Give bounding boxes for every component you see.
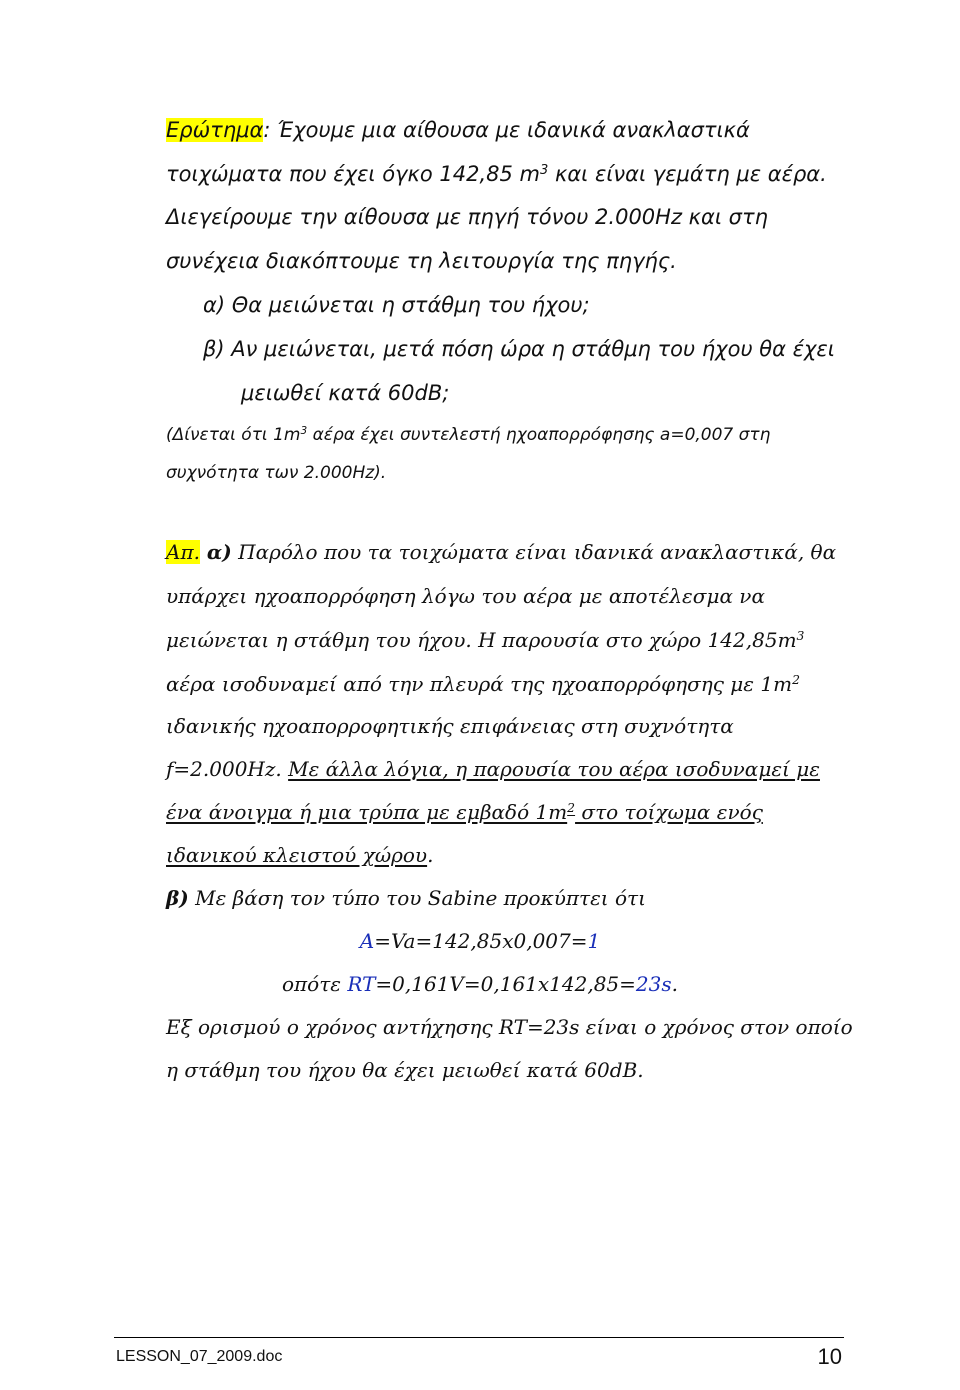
- answer-final-line-2: η στάθμη του ήχου θα έχει μειωθεί κατά 60dB.: [166, 1058, 644, 1082]
- answer-line-8: ιδανικού κλειστού χώρου.: [166, 843, 434, 867]
- formula-reverberation: οπότε RT=0,161V=0,161x142,85=23s.: [281, 972, 678, 996]
- answer-line-1: Απ. α) Παρόλο που τα τοιχώματα είναι ιδανικά ανακλαστικά, θα: [166, 540, 837, 564]
- question-line-1: Ερώτημα: Έχουμε μια αίθουσα με ιδανικά ανακλαστικά: [166, 118, 750, 142]
- answer-final-line-1: Εξ ορισμού ο χρόνος αντήχησης RT=23s είναι ο χρόνος στον οποίο: [166, 1015, 853, 1039]
- question-given-line-2: συχνότητα των 2.000Hz).: [166, 463, 387, 483]
- formula-absorption: A=Va=142,85x0,007=1: [359, 929, 601, 953]
- question-line-2: τοιχώματα που έχει όγκο 142,85 $m^3$ και είναι γεμάτη με αέρα.: [166, 162, 827, 186]
- answer-line-5: ιδανικής ηχοαπορροφητικής επιφάνειας στη συχνότητα: [166, 714, 734, 738]
- answer-part-a-label: α): [199, 540, 232, 564]
- footer-filename: LESSON_07_2009.doc: [116, 1348, 283, 1365]
- answer-line-3: μειώνεται η στάθμη του ήχου. Η παρουσία στο χώρο $142,85m^3$: [166, 628, 805, 652]
- question-label: Ερώτημα: [166, 118, 264, 142]
- question-part-b-line-2: μειωθεί κατά 60dB;: [241, 381, 450, 405]
- answer-line-2: υπάρχει ηχοαπορρόφηση λόγω του αέρα με αποτέλεσμα να: [166, 584, 765, 608]
- question-line-4: συνέχεια διακόπτουμε τη λειτουργία της πηγής.: [166, 249, 677, 273]
- answer-line-6: f=2.000Hz. Με άλλα λόγια, η παρουσία του αέρα ισοδυναμεί με: [166, 757, 820, 781]
- footer-divider: [114, 1337, 844, 1338]
- answer-line-7: ένα άνοιγμα ή μια τρύπα με εμβαδό $1m^2$ στο τοίχωμα ενός: [166, 800, 763, 824]
- answer-part-b-label: β): [166, 886, 189, 910]
- question-given-line-1: (Δίνεται ότι $1m^3$ αέρα έχει συντελεστή ηχοαπορρόφησης a=0,007 στη: [166, 425, 771, 445]
- footer-page-number: 10: [817, 1344, 842, 1369]
- answer-line-4: αέρα ισοδυναμεί από την πλευρά της ηχοαπορρόφησης με $1m^2$: [166, 672, 800, 696]
- question-part-b-line-1: β) Αν μειώνεται, μετά πόση ώρα η στάθμη του ήχου θα έχει: [203, 337, 835, 361]
- answer-label: Απ.: [166, 540, 200, 564]
- question-line-3: Διεγείρουμε την αίθουσα με πηγή τόνου 2.000Hz και στη: [166, 205, 768, 229]
- answer-line-9: β) Με βάση τον τύπο του Sabine προκύπτει ότι: [166, 886, 646, 910]
- question-part-a: α) Θα μειώνεται η στάθμη του ήχου;: [203, 293, 590, 317]
- underlined-text: Με άλλα λόγια, η παρουσία του αέρα ισοδυναμεί με: [288, 757, 820, 781]
